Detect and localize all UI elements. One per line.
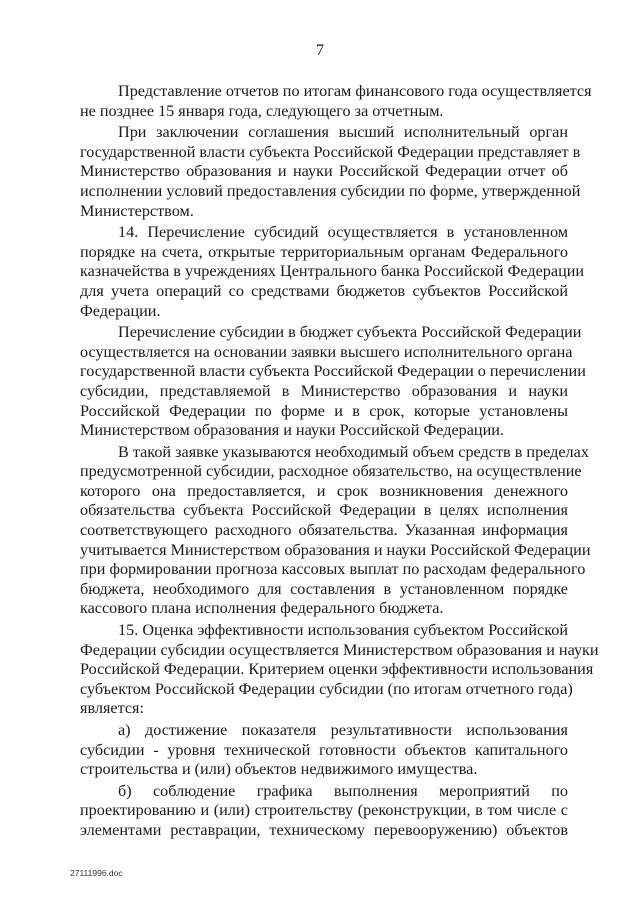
text-line: Российской Федерации. Критерием оценки эффективности использования <box>80 660 594 679</box>
text-line: при формировании прогноза кассовых выплат по расходам федерального <box>80 560 586 579</box>
text-line: При заключении соглашения высший исполнительный орган <box>118 123 568 142</box>
text-line: государственной власти субъекта Российской Федерации о перечислении <box>80 362 586 381</box>
text-line: 15. Оценка эффективности использования субъектом Российской <box>118 621 568 640</box>
paragraph <box>80 123 581 221</box>
text-line: субсидии, представляемой в Министерство образования и науки <box>80 381 568 400</box>
text-line: строительства и (или) объектов недвижимого имущества. <box>80 760 478 779</box>
text-line: предусмотренной субсидии, расходное обязательство, на осуществление <box>80 462 582 481</box>
text-line: обязательства субъекта Российской Федерации в целях исполнения <box>80 501 568 520</box>
text-line: не позднее 15 января года, следующего за отчетным. <box>80 101 444 120</box>
text-line: Федерации субсидии осуществляется Министерством образования и науки <box>80 640 599 659</box>
text-line: осуществляется на основании заявки высшего исполнительного органа <box>80 342 573 361</box>
text-line: кассового плана исполнения федерального бюджета. <box>80 599 444 618</box>
text-line: которого она предоставляется, и срок возникновения денежного <box>80 481 568 500</box>
text-line: Министерством образования и науки Российской Федерации. <box>80 421 504 440</box>
paragraph <box>80 223 585 321</box>
text-line: Федерации. <box>80 301 161 320</box>
text-line: для учета операций со средствами бюджетов субъектов Российской <box>80 281 568 300</box>
text-line: субъектом Российской Федерации субсидии (по итогам отчетного года) <box>80 679 573 698</box>
paragraph <box>80 621 599 719</box>
text-line: Российской Федерации по форме и в срок, которые установлены <box>80 401 568 420</box>
text-line: является: <box>80 699 144 718</box>
text-line: бюджета, необходимого для составления в установленном порядке <box>80 579 568 598</box>
text-line: б) соблюдение графика выполнения мероприятий по <box>118 781 568 800</box>
paragraph <box>80 82 592 121</box>
paragraph <box>80 721 568 780</box>
text-line: Представление отчетов по итогам финансового года осуществляется <box>118 82 592 100</box>
text-line: учитывается Министерством образования и науки Российской Федерации <box>80 540 591 559</box>
text-line: соответствующего расходного обязательства. Указанная информация <box>80 521 568 540</box>
text-line: В такой заявке указываются необходимый объем средств в пределах <box>118 442 589 461</box>
text-line: Перечисление субсидии в бюджет субъекта Российской Федерации <box>118 323 582 342</box>
paragraph <box>80 782 568 841</box>
document-body <box>80 82 599 843</box>
text-line: 14. Перечисление субсидий осуществляется в установленном <box>118 223 568 242</box>
text-line: исполнении условий предоставления субсидии по форме, утвержденной <box>80 181 581 200</box>
text-line: казначейства в учреждениях Центрального банка Российской Федерации <box>80 262 585 281</box>
text-line: проектированию и (или) строительству (реконструкции, в том числе с <box>80 801 568 820</box>
text-line: Министерство образования и науки Российской Федерации отчет об <box>80 162 568 181</box>
page-number: 7 <box>316 42 324 59</box>
text-line: элементами реставрации, техническому перевооружению) объектов <box>80 820 568 839</box>
text-line: Министерством. <box>80 201 194 220</box>
text-line: а) достижение показателя результативности использования <box>118 721 568 739</box>
paragraph <box>80 323 586 441</box>
footer-filename: 27111996.doc <box>70 868 123 878</box>
paragraph <box>80 442 591 619</box>
text-line: субсидии - уровня технической готовности объектов капитального <box>80 740 568 759</box>
text-line: порядке на счета, открытые территориальным органам Федерального <box>80 242 568 261</box>
text-line: государственной власти субъекта Российской Федерации представляет в <box>80 142 581 161</box>
